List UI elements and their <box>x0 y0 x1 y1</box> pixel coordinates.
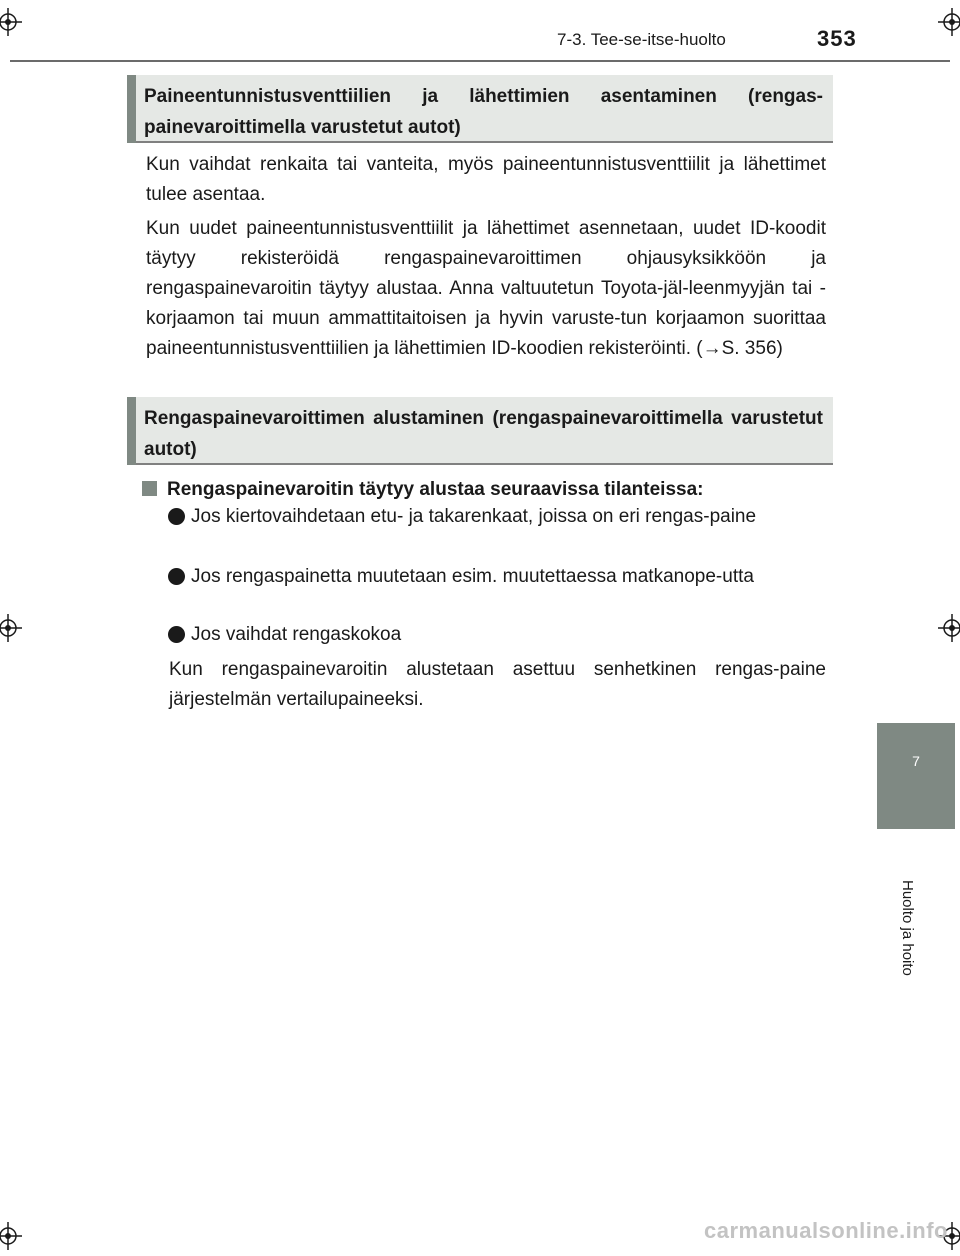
chapter-tab <box>877 723 955 829</box>
paragraph: Kun vaihdat renkaita tai vanteita, myös paineentunnistusventtiilit ja lähettimet tulee asentaa. <box>146 154 826 205</box>
subheading <box>142 475 703 505</box>
registration-mark-icon <box>0 8 22 36</box>
list-item <box>168 620 826 650</box>
page-number: 353 <box>817 26 857 51</box>
registration-mark-icon <box>938 614 960 642</box>
list-item <box>168 502 826 532</box>
list-item-text: Jos vaihdat rengaskokoa <box>191 624 402 645</box>
registration-mark-icon <box>0 614 22 642</box>
chapter-number: 7 <box>912 753 920 769</box>
bullet-dot-icon <box>168 626 185 643</box>
square-icon <box>142 481 157 496</box>
list-item-text: Jos rengaspainetta muutetaan esim. muutettaessa matkanope-utta <box>191 566 754 587</box>
section-header-installation <box>127 75 833 143</box>
bullet-dot-icon <box>168 508 185 525</box>
list-item <box>168 562 826 592</box>
chapter-label: Huolto ja hoito <box>899 880 916 976</box>
running-header-section: 7-3. Tee-se-itse-huolto <box>557 30 726 49</box>
section-title: Paineentunnistusventtiilien ja lähettimien asentaminen (rengas-painevaroittimella varustetut autot) <box>144 86 823 138</box>
paragraph: Kun uudet paineentunnistusventtiilit ja lähettimet asennetaan, uudet ID-koodit täytyy rekisteröidä rengaspainevaroittimen ohjausyksikköön ja rengaspainevaroitin täytyy alustaa. Anna valtuutetun Toyota-jäl-leenmyyjän tai -korjaamon tai muun ammattitaitoisen ja hyvin varuste-tun korjaamon suorittaa paineentunnistusventtiilien ja lähettimien ID-koodien rekisteröinti. (→S. 356) <box>146 218 826 359</box>
section-title: Rengaspainevaroittimen alustaminen (rengaspainevaroittimella varustetut autot) <box>144 408 823 460</box>
closing-paragraph: Kun rengaspainevaroitin alustetaan asettuu senhetkinen rengas-paine järjestelmän vertailupaineeksi. <box>169 659 826 710</box>
subheading-text: Rengaspainevaroitin täytyy alustaa seuraavissa tilanteissa: <box>167 479 704 500</box>
watermark: carmanualsonline.info <box>704 1218 948 1243</box>
bullet-dot-icon <box>168 568 185 585</box>
list-item-text: Jos kiertovaihdetaan etu- ja takarenkaat, joissa on eri rengas-paine <box>191 506 757 527</box>
registration-mark-icon <box>938 8 960 36</box>
header-divider <box>10 60 950 62</box>
section-header-initialization <box>127 397 833 465</box>
registration-mark-icon <box>0 1222 22 1250</box>
